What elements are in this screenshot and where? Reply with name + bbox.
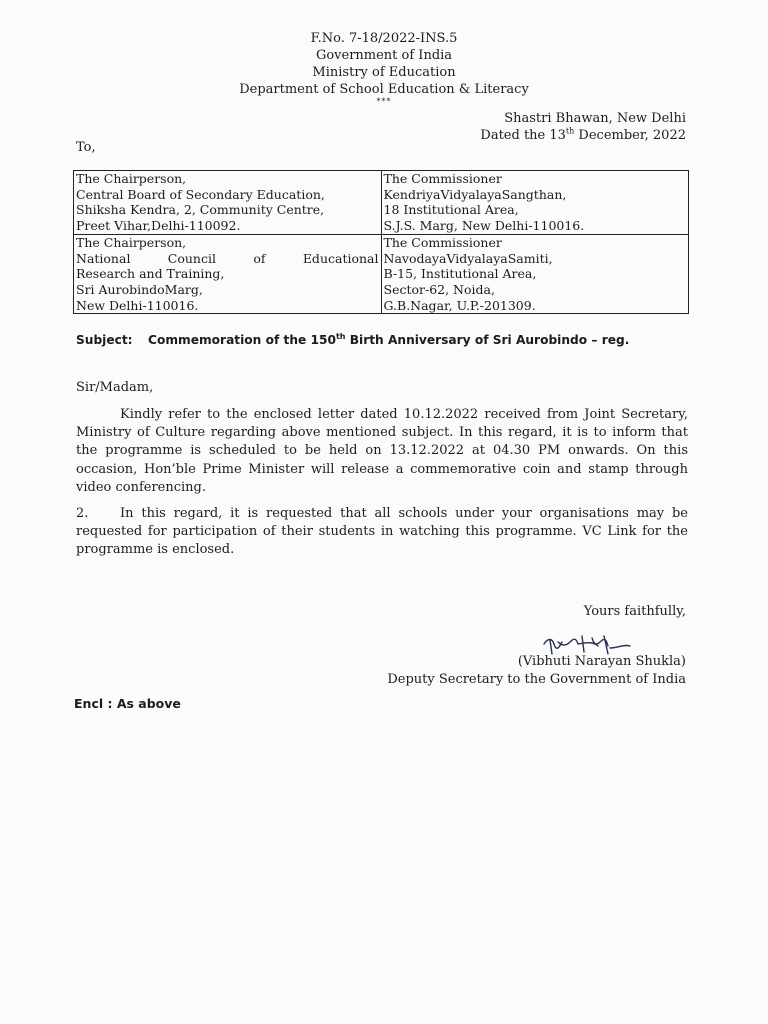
address-line: KendriyaVidyalayaSangthan, bbox=[383, 186, 567, 202]
paragraph-2-text: In this regard, it is requested that all schools under your organisations may be requested for participation of their students in watching this programme. VC Link for the programme is enclosed. bbox=[76, 506, 688, 558]
salutation: Sir/Madam, bbox=[76, 380, 154, 395]
letter-header bbox=[0, 30, 768, 106]
subject-text-a: Commemoration of the 150 bbox=[148, 333, 336, 347]
address-word: of bbox=[253, 250, 266, 266]
addressee-cbse bbox=[74, 171, 382, 235]
address-line: 18 Institutional Area, bbox=[383, 202, 519, 218]
enclosure-note: Encl : As above bbox=[74, 696, 181, 711]
paragraph-2 bbox=[76, 505, 688, 560]
address-line: Research and Training, bbox=[76, 266, 225, 282]
government-name: Government of India bbox=[315, 48, 453, 63]
address-line: S.J.S. Marg, New Delhi-110016. bbox=[383, 218, 585, 234]
address-line: New Delhi-110016. bbox=[76, 297, 199, 313]
subject-text-b: Birth Anniversary of Sri Aurobindo – reg. bbox=[345, 333, 630, 347]
address-line: The Commissioner bbox=[383, 171, 502, 186]
department-name: Department of School Education & Literacy bbox=[239, 82, 529, 97]
closing: Yours faithfully, bbox=[583, 604, 686, 619]
address-line: Shiksha Kendra, 2, Community Centre, bbox=[76, 202, 325, 218]
address-line: The Chairperson, bbox=[76, 171, 187, 186]
subject-label: Subject: bbox=[76, 333, 133, 347]
address-word: National bbox=[76, 250, 131, 266]
signatory-designation: Deputy Secretary to the Government of India bbox=[387, 672, 686, 687]
paragraph-number: 2. bbox=[76, 506, 89, 521]
place: Shastri Bhawan, New Delhi bbox=[504, 111, 686, 126]
header-separator: *** bbox=[376, 97, 392, 106]
address-line: Central Board of Secondary Education, bbox=[76, 186, 325, 202]
address-word: Council bbox=[167, 250, 216, 266]
address-line: The Chairperson, bbox=[76, 234, 187, 250]
address-line: NavodayaVidyalayaSamiti, bbox=[383, 250, 553, 266]
address-line: Sri AurobindoMarg, bbox=[76, 281, 203, 297]
address-line: Preet Vihar,Delhi-110092. bbox=[76, 218, 241, 234]
addressee-table bbox=[73, 170, 689, 314]
addressee-nvs bbox=[381, 234, 689, 314]
date-suffix: December, 2022 bbox=[574, 128, 686, 143]
date-line bbox=[480, 127, 686, 144]
date-superscript: th bbox=[565, 126, 575, 136]
address-line bbox=[76, 251, 379, 267]
addressee-ncert bbox=[74, 234, 382, 314]
address-line: The Commissioner bbox=[383, 234, 502, 250]
table-row bbox=[74, 171, 689, 235]
address-line: G.B.Nagar, U.P.-201309. bbox=[383, 297, 536, 313]
subject-superscript: th bbox=[335, 331, 346, 341]
date-prefix: Dated the 13 bbox=[480, 128, 566, 143]
ministry-name: Ministry of Education bbox=[312, 65, 456, 80]
address-line: B-15, Institutional Area, bbox=[383, 266, 537, 282]
table-row bbox=[74, 234, 689, 314]
addressee-kvs bbox=[381, 171, 689, 235]
place-and-date bbox=[480, 110, 686, 144]
paragraph-1: Kindly refer to the enclosed letter dated 10.12.2022 received from Joint Secretary, Ministry of Culture regarding above mentioned subject. In this regard, it is to inform that the programme is scheduled to be held on 13.12.2022 at 04.30 PM onwards. On this occasion, Hon’ble Prime Minister will release a commemorative coin and stamp through video conferencing. bbox=[76, 407, 688, 495]
address-line: Sector-62, Noida, bbox=[383, 281, 495, 297]
address-word: Educational bbox=[302, 250, 379, 266]
subject-line bbox=[76, 332, 690, 348]
file-number: F.No. 7-18/2022-INS.5 bbox=[310, 31, 458, 46]
to-label: To, bbox=[76, 140, 96, 155]
signatory-name: (Vibhuti Narayan Shukla) bbox=[517, 654, 686, 669]
